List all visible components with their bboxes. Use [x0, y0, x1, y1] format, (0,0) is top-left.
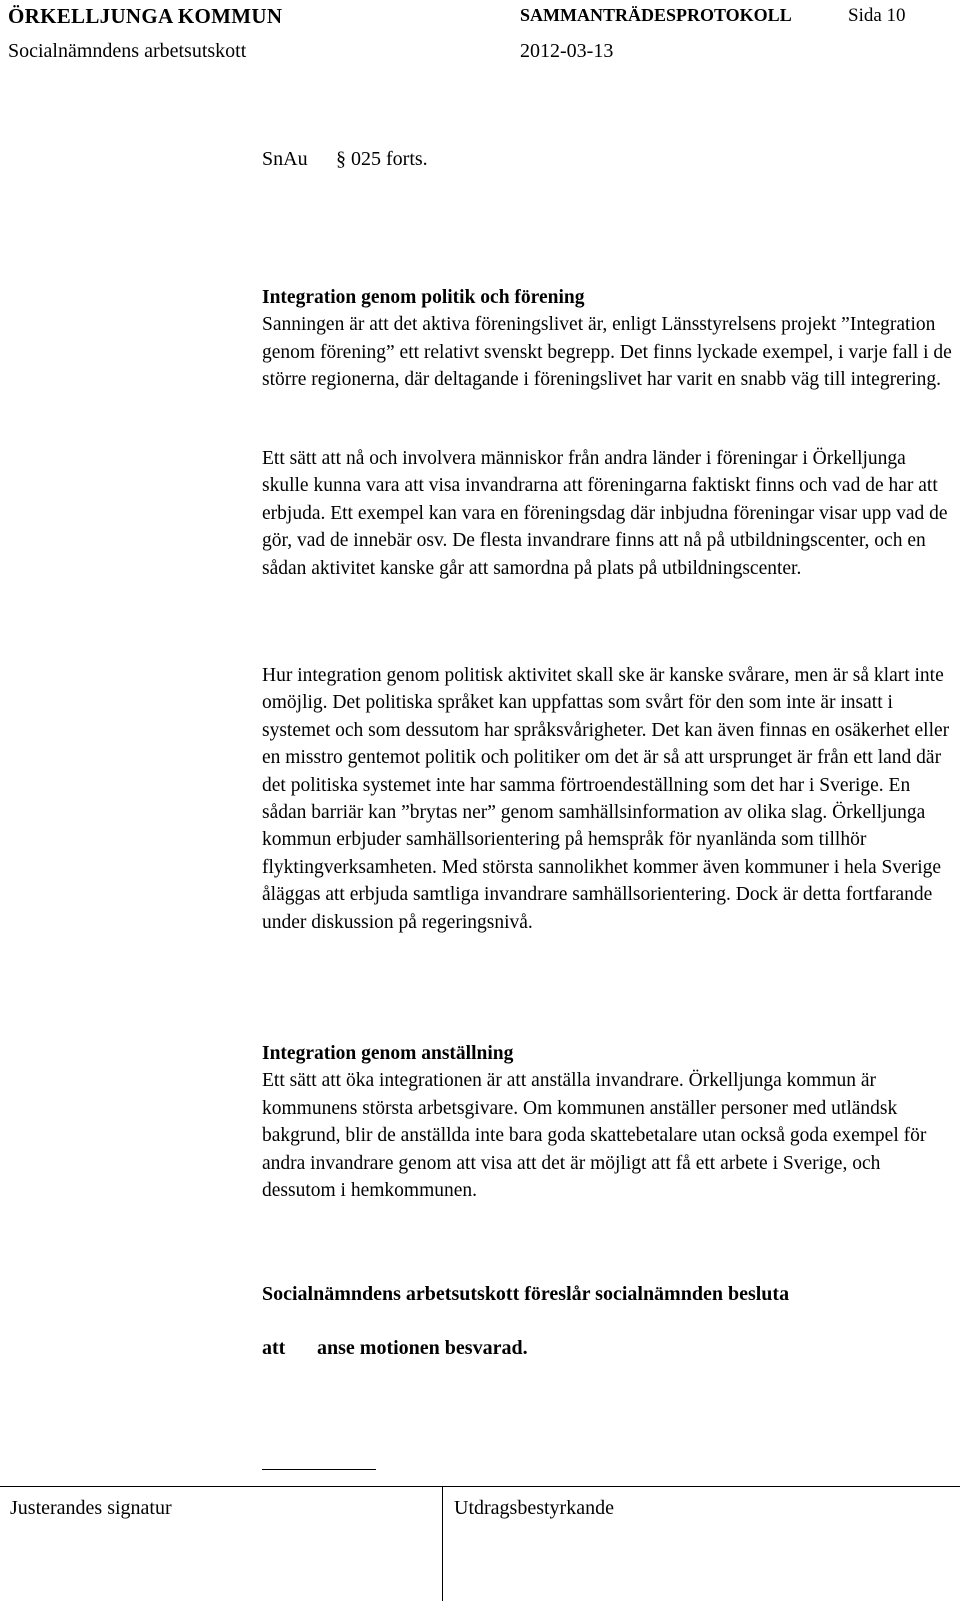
paragraph-block [262, 445, 952, 582]
section-heading: Integration genom anställning [262, 1043, 514, 1064]
footer-divider [442, 1487, 443, 1601]
paragraph: Sanningen är att det aktiva föreningslivet är, enligt Länsstyrelsens projekt ”Integration genom förening” ett relativt svenskt begrepp. Det finns lyckade exempel, i varje fall i de större regionerna, där deltagande i föreningslivet har varit en snabb väg till integrering. [262, 314, 952, 391]
decision-text: anse motionen besvarad. [317, 1337, 528, 1359]
committee-name: Socialnämndens arbetsutskott [8, 40, 247, 62]
decision-att: att [262, 1337, 286, 1359]
paragraph: Hur integration genom politisk aktivitet skall ske är kanske svårare, men är så klart inte omöjlig. Det politiska språket kan uppfattas som svårt för den som inte är insatt i systemet och som dessutom har språksvårigheter. Det kan även finnas en osäkerhet eller en misstro gentemot politik och politiker om det är så att ursprunget är från ett land där det politiska systemet inte har samma förtroendeställning som det har i Sverige. En sådan barriär kan ”brytas ner” genom samhällsinformation av olika slag. Örkelljunga kommun erbjuder samhällsorientering på hemspråk för nyanlända som tillhör flyktingverksamheten. Med största sannolikhet kommer även kommuner i hela Sverige åläggas att erbjuda samtliga invandrare samhällsorientering. Dock är detta fortfarande under diskussion på regeringsnivå. [262, 665, 950, 933]
paragraph: Ett sätt att öka integrationen är att anställa invandrare. Örkelljunga kommun är kommunens största arbetsgivare. Om kommunen anställer personer med utländsk bakgrund, blir de anställda inte bara goda skattebetalare utan också goda exempel för andra invandrare genom att visa att det är möjligt att få ett arbete i Sverige, och dessutom i hemkommunen. [262, 1070, 927, 1202]
page-number: Sida 10 [848, 5, 906, 26]
footer-rule [0, 1486, 960, 1487]
signature-label: Justerandes signatur [10, 1497, 172, 1519]
paragraph: Ett sätt att nå och involvera människor från andra länder i föreningar i Örkelljunga skulle kunna vara att visa invandrarna att föreningarna faktiskt finns och vad de har att erbjuda. Ett exempel kan vara en föreningsdag där inbjudna föreningar visar upp vad de gör, vad de innebär osv. De flesta invandrare finns att nå på utbildningscenter, och en sådan aktivitet kanske går att samordna på plats på utbildningscenter. [262, 448, 948, 579]
certification-label: Utdragsbestyrkande [454, 1497, 614, 1519]
section-heading: Integration genom politik och förening [262, 287, 585, 308]
reference-paragraph: § 025 forts. [336, 148, 428, 170]
meeting-date: 2012-03-13 [520, 40, 614, 62]
end-line [262, 1469, 376, 1470]
section-anstallning [262, 1040, 952, 1204]
organization-name: ÖRKELLJUNGA KOMMUN [8, 4, 283, 28]
section-politik-forening [262, 284, 952, 394]
paragraph-block [262, 662, 952, 936]
proposal-intro: Socialnämndens arbetsutskott föreslår socialnämnden besluta [262, 1283, 790, 1305]
document-type: SAMMANTRÄDESPROTOKOLL [520, 5, 792, 25]
reference-body: SnAu [262, 148, 308, 170]
